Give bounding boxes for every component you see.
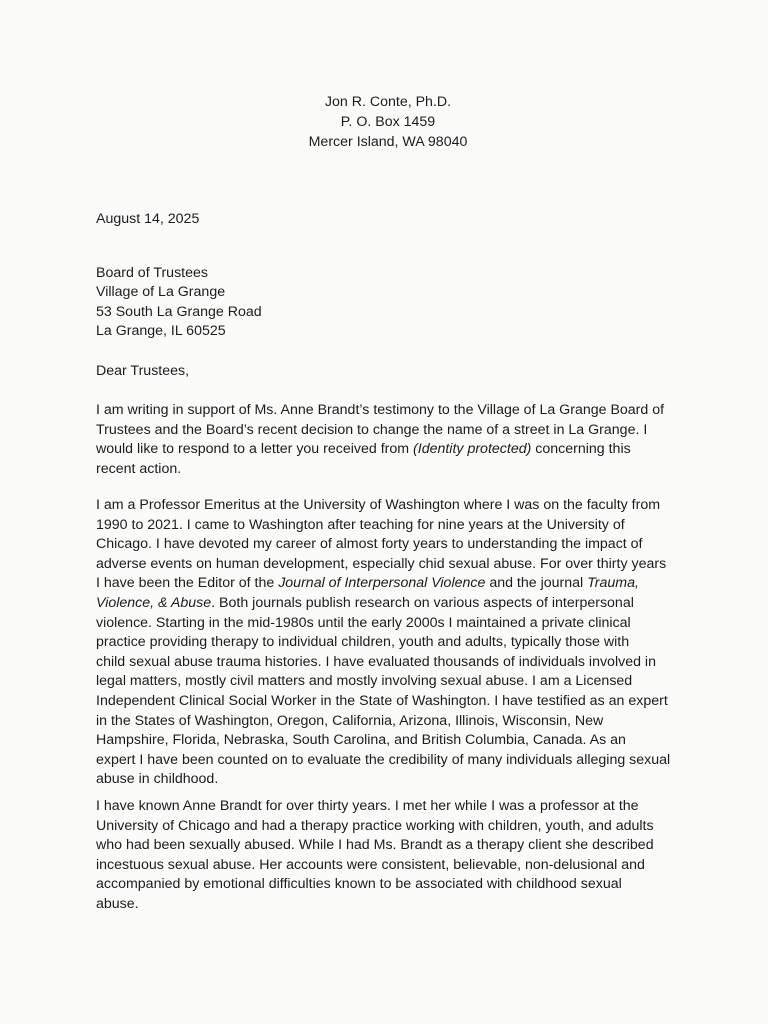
paragraph-line: 1990 to 2021. I came to Washington after teaching for nine years at the University of: [96, 516, 625, 533]
paragraph-line: I have known Anne Brandt for over thirty years. I met her while I was a professor at the: [96, 798, 639, 814]
paragraph-line: Trustees and the Board’s recent decision to change the name of a street in La Grange. I: [96, 421, 648, 438]
paragraph-line: [96, 594, 686, 614]
paragraph-line: [96, 574, 686, 594]
journal-title: Violence, & Abuse: [96, 594, 212, 611]
paragraph-line: University of Chicago and had a therapy practice working with children, youth, and adults: [96, 817, 654, 834]
paragraph-line: who had been sexually abused. While I had Ms. Brandt as a therapy client she described: [96, 837, 654, 854]
paragraph-line: expert I have been counted on to evaluate the credibility of many individuals alleging sexual: [96, 751, 671, 768]
salutation: Dear Trustees,: [96, 363, 190, 379]
text-run: concerning this: [531, 441, 631, 458]
sender-letterhead: [0, 93, 768, 152]
text-run: I have been the Editor of the: [96, 575, 279, 592]
paragraph-line: Independent Clinical Social Worker in the State of Washington. I have testified as an expert: [96, 692, 668, 709]
letter-date: August 14, 2025: [96, 211, 200, 227]
paragraph-line: Hampshire, Florida, Nebraska, South Carolina, and British Columbia, Canada. As an: [96, 732, 626, 749]
paragraph-line: abuse.: [96, 895, 139, 912]
paragraph-line: in the States of Washington, Oregon, California, Arizona, Illinois, Wisconsin, New: [96, 712, 604, 729]
journal-title: Journal of Interpersonal Violence: [278, 575, 486, 592]
paragraph-line: child sexual abuse trauma histories. I have evaluated thousands of individuals involved in: [96, 653, 656, 670]
recipient-line3: 53 South La Grange Road: [96, 303, 262, 320]
sender-name: Jon R. Conte, Ph.D.: [324, 94, 452, 110]
text-run: would like to respond to a letter you received from: [96, 441, 414, 458]
paragraph-1: [96, 401, 686, 479]
paragraph-line: recent action.: [96, 460, 182, 477]
recipient-line4: La Grange, IL 60525: [96, 323, 226, 340]
paragraph-line: [96, 440, 686, 460]
text-run: . Both journals publish research on various aspects of interpersonal: [211, 594, 634, 611]
paragraph-line: adverse events on human development, especially chid sexual abuse. For over thirty years: [96, 555, 667, 572]
paragraph-line: incestuous sexual abuse. Her accounts were consistent, believable, non-delusional and: [96, 856, 645, 873]
paragraph-line: accompanied by emotional difficulties known to be associated with childhood sexual: [96, 876, 622, 893]
journal-title: Trauma,: [587, 575, 639, 592]
recipient-line2: Village of La Grange: [96, 284, 226, 301]
recipient-address: [96, 264, 686, 342]
sender-address-line1: P. O. Box 1459: [340, 113, 436, 130]
identity-protected-text: (Identity protected): [413, 441, 532, 458]
paragraph-line: Chicago. I have devoted my career of almost forty years to understanding the impact of: [96, 536, 643, 553]
paragraph-line: violence. Starting in the mid-1980s until the early 2000s I maintained a private clinical: [96, 614, 631, 631]
paragraph-line: I am writing in support of Ms. Anne Brandt’s testimony to the Village of La Grange Board of: [96, 402, 665, 418]
paragraph-line: I am a Professor Emeritus at the University of Washington where I was on the faculty from: [96, 497, 661, 513]
paragraph-line: abuse in childhood.: [96, 771, 219, 788]
paragraph-3: [96, 797, 686, 915]
recipient-line1: Board of Trustees: [96, 265, 208, 281]
paragraph-line: practice providing therapy to individual children, youth and adults, typically those with: [96, 634, 630, 651]
text-run: and the journal: [485, 575, 588, 592]
paragraph-2: [96, 496, 686, 790]
sender-address-line2: Mercer Island, WA 98040: [308, 133, 468, 150]
paragraph-line: legal matters, mostly civil matters and mostly involving sexual abuse. I am a Licensed: [96, 673, 633, 690]
